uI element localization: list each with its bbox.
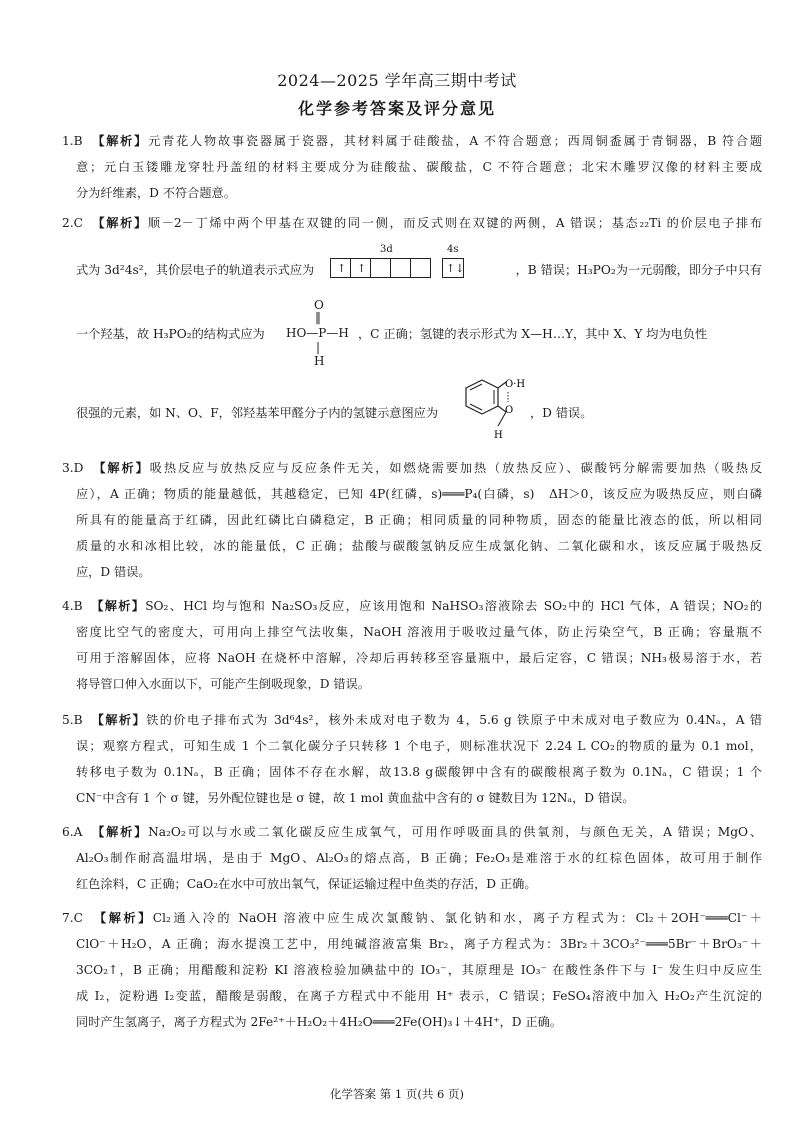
h3po2-single-bond: | [316, 340, 321, 354]
orbital-box-3d-4 [390, 258, 411, 278]
hbond-benzene-diagram [448, 378, 528, 448]
q5-tag: 【解析】 [97, 713, 147, 727]
q5-line-2: 误；观察方程式，可知生成 1 个二氧化碳分子只转移 1 个电子，则标准状况下 2.24 L CO₂的物质的量为 0.1 mol， [76, 739, 762, 753]
q2-line-4b: ，D 错误。 [530, 406, 593, 420]
h3po2-o-atom: O [314, 298, 324, 312]
q2-line-3b: ，C 正确；氢键的表示形式为 X—H…Y，其中 X、Y 均为电负性 [358, 327, 708, 341]
hbond-oh-label: O·H [505, 379, 526, 390]
q3-line-3: 所具有的能量高于红磷，因此红磷比白磷稳定，B 正确；相同质量的同种物质，固态的能量比液态的低，所以相同 [76, 513, 762, 527]
q4-line-4: 将导管口伸入水面以下，可能产生倒吸现象，D 错误。 [76, 677, 370, 691]
orbital-box-4s: ↑↓ [442, 258, 464, 278]
q7-line-2: ClO⁻＋H₂O，A 正确；海水提溴工艺中，用纯碱溶液富集 Br₂，离子方程式为：3Br₂＋3CO₃²⁻═══5Br⁻＋BrO₃⁻＋ [76, 937, 762, 951]
orbital-box-3d-5 [410, 258, 431, 278]
q6-answer: 6.A [62, 825, 83, 839]
q3-tag: 【解析】 [99, 461, 150, 475]
q2-answer: 2.C [62, 216, 83, 230]
q2-line-2b: ，B 错误；H₃PO₂为一元弱酸，即分子中只有 [515, 263, 762, 277]
q1-line-1: 1.B 【解析】元青花人物故事瓷器属于瓷器，其材料属于硅酸盐，A 不符合题意；西周铜盉属于青铜器，B 符合题 [62, 134, 762, 148]
q2-line-2a: 式为 3d²4s²，其价层电子的轨道表示式应为 [76, 263, 315, 277]
h3po2-structure: HO—P—H [286, 326, 349, 340]
q3-line-4: 质量的水和冰相比较，冰的能量低，C 正确；盐酸与碳酸氢钠反应生成氯化钠、二氧化碳和水，该反应属于吸热反 [76, 539, 762, 553]
q4-line-2: 密度比空气的密度大，可用向上排空气法收集，NaOH 溶液用于吸收过量气体，防止污染空气，B 正确；容量瓶不 [76, 625, 762, 639]
q6-line-2: Al₂O₃制作耐高温坩埚，是由于 MgO、Al₂O₃的熔点高，B 正确；Fe₂O₃是难溶于水的红棕色固体，故可用于制作 [76, 851, 762, 865]
orbital-box-3d-1: ↑ [330, 258, 351, 278]
q1-line-2: 意；元白玉镂雕龙穿牡丹盖纽的材料主要成分为硅酸盐、碳酸盐，C 不符合题意；北宋木雕罗汉像的材料主要成 [76, 160, 762, 174]
q6-line-1: 6.A 【解析】Na₂O₂可以与水或二氧化碳反应生成氧气，可用作呼吸面具的供氧剂，与颜色无关，A 错误；MgO、 [62, 825, 762, 839]
q4-line-3: 可用于溶解固体，应将 NaOH 在烧杯中溶解，冷却后再转移至容量瓶中，最后定容，C 错误；NH₃极易溶于水，若 [76, 651, 762, 665]
hbond-h-label: H [494, 430, 503, 441]
q7-line-3: 3CO₂↑，B 正确；用醋酸和淀粉 KI 溶液检验加碘盐中的 IO₃⁻，其原理是 IO₃⁻ 在酸性条件下与 I⁻ 发生归中反应生 [76, 963, 762, 977]
q2-tag: 【解析】 [98, 216, 148, 230]
orbital-4s-label: 4s [447, 244, 459, 255]
q3-line-1: 3.D 【解析】吸热反应与放热反应与反应条件无关，如燃烧需要加热（放热反应）、碳酸钙分解需要加热（吸热反 [62, 461, 762, 475]
q1-line-3: 分为纤维素，D 不符合题意。 [76, 186, 236, 200]
q7-tag: 【解析】 [100, 911, 153, 925]
q2-line-4a: 很强的元素，如 N、O、F，邻羟基苯甲醛分子内的氢键示意图应为 [76, 406, 439, 420]
h3po2-double-bond: ‖ [315, 310, 321, 324]
doc-title: 化学参考答案及评分意见 [297, 99, 496, 118]
q5-line-3: 转移电子数为 0.1Nₐ，B 正确；固体不存在水解，故13.8 g碳酸钾中含有的碳酸根离子数为 0.1Nₐ，C 错误；1 个 [76, 765, 762, 779]
q1-tag: 【解析】 [98, 134, 149, 148]
page-footer: 化学答案 第 1 页(共 6 页) [330, 1087, 464, 1101]
q3-line-5: 应，D 错误。 [76, 565, 151, 579]
q5-answer: 5.B [62, 713, 83, 727]
q6-line-3: 红色涂料，C 正确；CaO₂在水中可放出氧气，保证运输过程中鱼类的存活，D 正确。 [76, 877, 537, 891]
orbital-box-3d-2: ↑ [350, 258, 371, 278]
exam-title: 2024—2025 学年高三期中考试 [277, 71, 517, 90]
q5-line-1: 5.B 【解析】铁的价电子排布式为 3d⁶4s²，核外未成对电子数为 4，5.6 g 铁原子中未成对电子数应为 0.4Nₐ，A 错 [62, 713, 762, 727]
q3-line-2: 应），A 正确；物质的能量越低，其越稳定，已知 4P(红磷，s)═══P₄(白磷，s) ΔH＞0，该反应为吸热反应，则白磷 [76, 487, 762, 501]
q3-answer: 3.D [62, 461, 84, 475]
hbond-o-label: O [505, 405, 514, 416]
h3po2-h-atom: H [314, 354, 325, 368]
q5-line-4: CN⁻中含有 1 个 σ 键，另外配位键也是 σ 键，故 1 mol 黄血盐中含有的 σ 键数目为 12Nₐ，D 错误。 [76, 791, 635, 805]
orbital-3d-label: 3d [380, 244, 393, 255]
q7-answer: 7.C [62, 911, 83, 925]
q2-line-3a: 一个羟基，故 H₃PO₂的结构式应为 [76, 327, 265, 341]
q6-tag: 【解析】 [98, 825, 149, 839]
orbital-box-3d-3 [370, 258, 391, 278]
q7-line-4: 成 I₂，淀粉遇 I₂变蓝，醋酸是弱酸，在离子方程式中不能用 H⁺ 表示，C 错误；FeSO₄溶液中加入 H₂O₂产生沉淀的 [76, 989, 762, 1003]
q4-answer: 4.B [62, 599, 83, 613]
q4-tag: 【解析】 [97, 599, 146, 613]
q4-line-1: 4.B 【解析】SO₂、HCl 均与饱和 Na₂SO₃反应，应该用饱和 NaHSO₃溶液除去 SO₂中的 HCl 气体，A 错误；NO₂的 [62, 599, 762, 613]
q7-line-1: 7.C 【解析】Cl₂通入冷的 NaOH 溶液中应生成次氯酸钠、氯化钠和水，离子方程式为：Cl₂＋2OH⁻═══Cl⁻＋ [62, 911, 762, 925]
q2-line-1: 2.C 【解析】顺－2－丁烯中两个甲基在双键的同一侧，而反式则在双键的两侧，A 错误；基态₂₂Ti 的价层电子排布 [62, 216, 762, 230]
q1-answer: 1.B [62, 134, 83, 148]
q7-line-5: 同时产生氢离子，离子方程式为 2Fe²⁺＋H₂O₂＋4H₂O═══2Fe(OH)₃↓＋4H⁺，D 正确。 [76, 1015, 562, 1029]
